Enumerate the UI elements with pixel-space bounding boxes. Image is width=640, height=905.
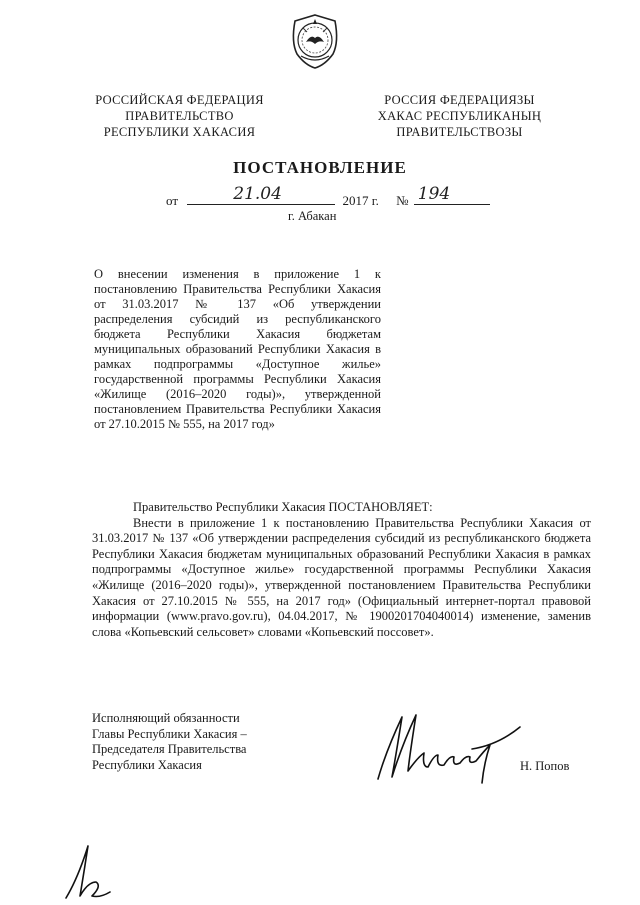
document-title: ПОСТАНОВЛЕНИЕ (233, 158, 407, 177)
resolution-intro: Правительство Республики Хакасия ПОСТАНОВЛЯЕТ: (133, 500, 433, 514)
city: г. Абакан (288, 209, 337, 223)
date-field (187, 184, 335, 205)
signer-position (92, 711, 247, 773)
resolution-text: Внести в приложение 1 к постановлению Правительства Республики Хакасия от 31.03.2017 № 137 «Об утверждении распределения субсидий из республиканского бюджета Республики Хакасия бюджетам муниципальных образований Республики Хакасия в рамках подпрограммы «Доступное жилье» государственной программы Республики Хакасия «Жилище (2016–2020 годы)», утвержденной постановлением Правительства Республики Хакасия от 27.10.2015 № 555, на 2017 год» (Официальный интернет-портал правовой информации (www.pravo.gov.ru), 04.04.2017, № 1900201704040014) изменение, заменив слова «Копьевский сельсовет» словами «Копьевский поссовет». (92, 515, 591, 639)
date-line (166, 184, 490, 209)
signature-icon (372, 705, 522, 785)
header-right-line: ПРАВИТЕЛЬСТВОЗЫ (396, 125, 523, 139)
resolution-body (92, 500, 591, 640)
header-left-line: РОССИЙСКАЯ ФЕДЕРАЦИЯ (95, 93, 264, 107)
header-right-line: РОССИЯ ФЕДЕРАЦИЯЗЫ (384, 93, 535, 107)
header-left (92, 92, 267, 140)
signer-line: Республики Хакасия (92, 757, 202, 772)
emblem-icon (287, 12, 343, 70)
signer-line: Главы Республики Хакасия – (92, 726, 247, 741)
signer-line: Председателя Правительства (92, 742, 247, 756)
header-left-line: ПРАВИТЕЛЬСТВО (125, 109, 234, 123)
number-field (414, 184, 490, 205)
number-sign: № (396, 193, 409, 208)
signer-name: Н. Попов (520, 759, 570, 773)
date-handwritten: 21.04 (233, 184, 282, 204)
header-right (372, 92, 547, 140)
header-right-line: ХАКАС РЕСПУБЛИКАНЫҢ (377, 109, 542, 123)
number-handwritten: 194 (417, 184, 451, 204)
document-subject: О внесении изменения в приложение 1 к постановлению Правительства Республики Хакасия от 31.03.2017 № 137 «Об утверждении распределения субсидий из республиканского бюджета Республики Хакасия бюджетам муниципальных образований Республики Хакасия в рамках подпрограммы «Доступное жилье» государственной программы Республики Хакасия «Жилище (2016–2020 годы)», утвержденной постановлением Правительства Республики Хакасия от 27.10.2015 № 555, на 2017 год» (94, 267, 381, 431)
header-left-line: РЕСПУБЛИКИ ХАКАСИЯ (103, 125, 256, 139)
date-prefix: от (166, 193, 179, 208)
date-year: 2017 г. (342, 193, 379, 208)
signer-line: Исполняющий обязанности (92, 711, 240, 725)
handwritten-mark-icon (62, 838, 112, 902)
